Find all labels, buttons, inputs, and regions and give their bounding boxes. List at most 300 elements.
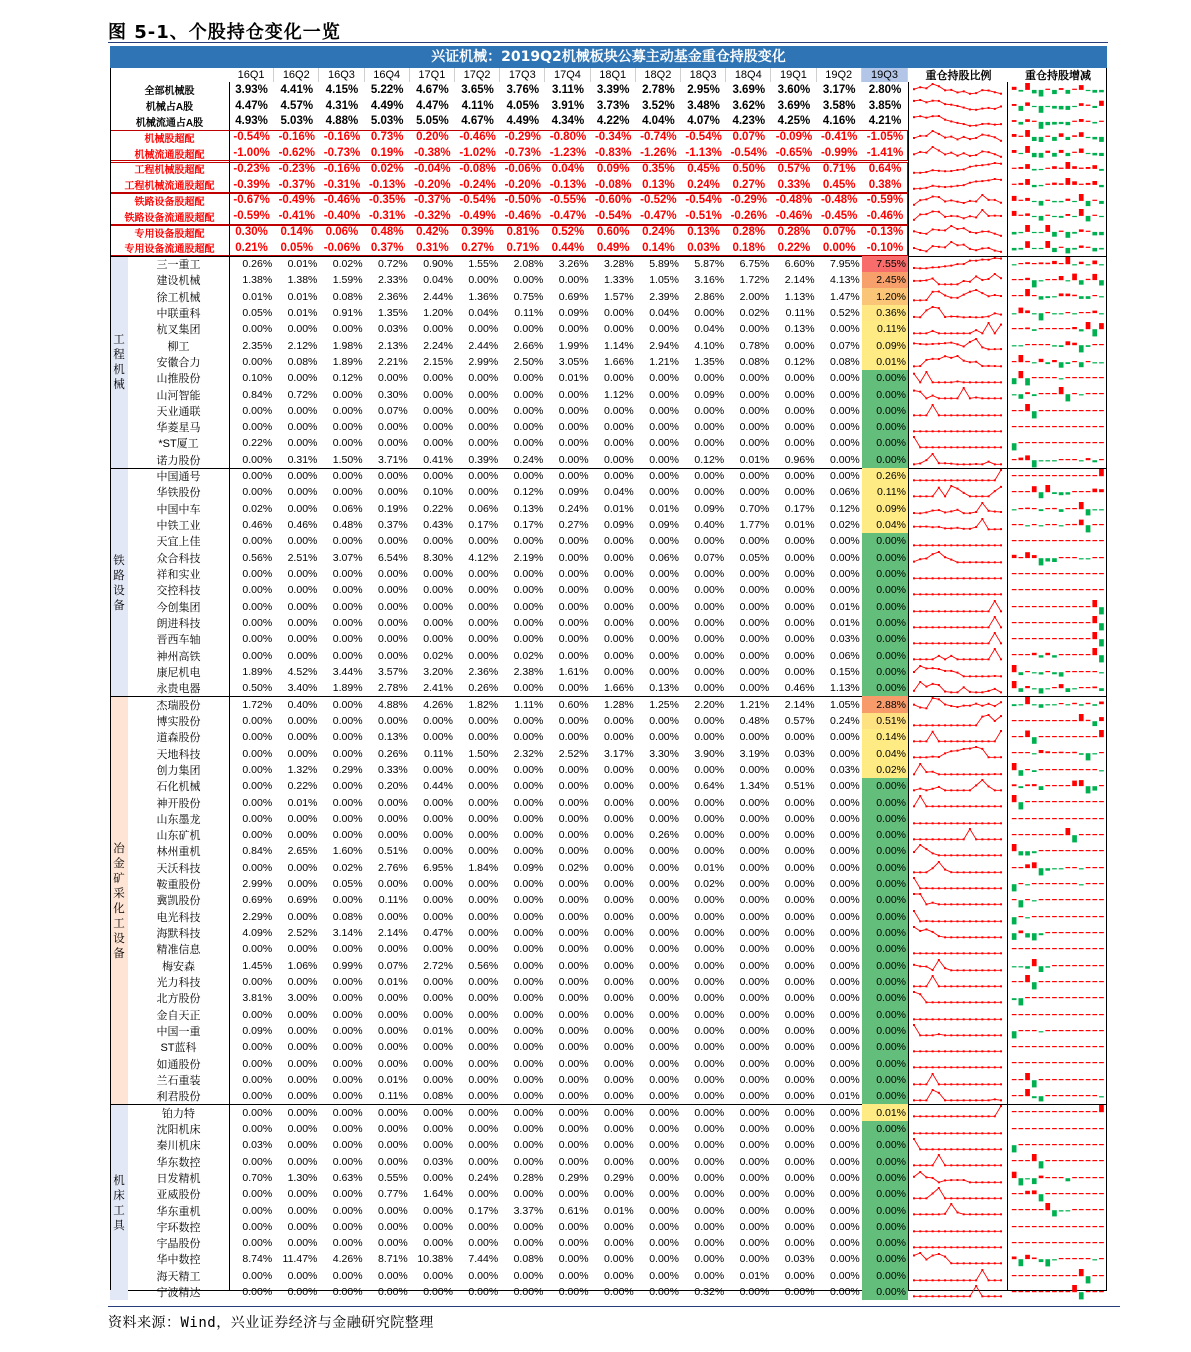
change-bar xyxy=(1032,770,1037,772)
latest-holding-value: 0.00% xyxy=(862,1186,908,1202)
holding-value: 0.00% xyxy=(513,372,544,385)
holding-value: 0.00% xyxy=(242,600,273,613)
change-bar xyxy=(1052,232,1057,237)
ratio-sparkline-point xyxy=(994,1067,996,1069)
change-bar xyxy=(1079,850,1084,851)
change-bar xyxy=(1045,1260,1050,1267)
holding-value: 0.09% xyxy=(242,1024,273,1037)
holding-value: 0.27% xyxy=(558,519,589,532)
holding-value: 0.28% xyxy=(513,1171,544,1184)
ratio-sparkline-point xyxy=(925,1002,927,1004)
change-bar xyxy=(1099,248,1104,250)
holding-value: 0.00% xyxy=(287,649,318,662)
ratio-sparkline-point xyxy=(981,969,983,971)
change-bar xyxy=(1019,981,1024,982)
ratio-sparkline-point xyxy=(913,594,915,596)
holding-value: 0.00% xyxy=(423,535,453,548)
change-bar xyxy=(1066,916,1071,917)
change-bar xyxy=(1099,801,1104,802)
ratio-sparkline-point xyxy=(932,545,934,547)
holding-value: 0.02% xyxy=(694,878,725,891)
holding-value: 0.00% xyxy=(287,1204,318,1217)
change-bar xyxy=(1019,1128,1024,1129)
ratio-sparkline xyxy=(910,941,1007,957)
holding-value: 0.00% xyxy=(242,404,273,417)
ratio-sparkline xyxy=(910,1268,1007,1284)
change-bar xyxy=(1072,850,1077,851)
holding-value: 0.72% xyxy=(378,257,408,270)
ratio-sparkline-point xyxy=(938,381,940,383)
ratio-sparkline-point xyxy=(919,479,921,481)
change-bar xyxy=(1045,199,1050,200)
change-bar xyxy=(1052,200,1057,201)
ratio-sparkline-point xyxy=(963,152,965,154)
change-bar xyxy=(1025,241,1030,248)
latest-holding-value: 0.00% xyxy=(862,533,908,549)
change-bar xyxy=(1092,442,1097,443)
ratio-sparkline-point xyxy=(957,626,959,628)
ratio-sparkline-point xyxy=(975,165,977,167)
ratio-sparkline-point xyxy=(988,1002,990,1004)
holding-value: 0.00% xyxy=(558,584,589,597)
change-bar xyxy=(1092,557,1097,558)
summary-value: 5.22% xyxy=(370,83,404,96)
holding-value: 0.24% xyxy=(513,453,544,466)
change-bar xyxy=(1012,395,1017,396)
ratio-sparkline-point xyxy=(994,1050,996,1052)
change-bar xyxy=(1066,997,1071,998)
change-bar xyxy=(1059,573,1064,574)
change-bar xyxy=(1086,965,1091,966)
summary-value: 3.11% xyxy=(551,83,584,96)
summary-row xyxy=(110,161,1107,177)
holding-value: 0.00% xyxy=(739,486,770,499)
ratio-sparkline xyxy=(910,1170,1007,1186)
holding-value: 0.00% xyxy=(558,1106,589,1119)
change-bar xyxy=(1052,997,1057,998)
summary-value: -0.10% xyxy=(866,241,904,254)
ratio-sparkline-point xyxy=(963,626,965,628)
change-bar xyxy=(1079,948,1084,949)
latest-holding-value: 0.00% xyxy=(862,664,908,680)
summary-value: -1.05% xyxy=(866,131,904,144)
change-bar xyxy=(1092,344,1097,345)
ratio-sparkline-point xyxy=(919,1171,921,1173)
ratio-sparkline-point xyxy=(925,135,927,137)
change-bar xyxy=(1099,752,1104,753)
change-bar xyxy=(1079,209,1084,216)
ratio-sparkline-point xyxy=(919,414,921,416)
holding-value: 0.00% xyxy=(649,649,679,662)
change-bar xyxy=(1092,899,1097,900)
change-bars xyxy=(1009,145,1107,161)
ratio-sparkline-point xyxy=(988,871,990,873)
holding-value: 0.00% xyxy=(694,1122,725,1135)
ratio-sparkline-point xyxy=(963,136,965,138)
ratio-sparkline-point xyxy=(963,90,965,92)
summary-value: -0.48% xyxy=(820,194,858,207)
holding-value: 6.75% xyxy=(739,257,770,270)
ratio-sparkline-point xyxy=(975,180,977,182)
change-bar xyxy=(1052,90,1057,94)
ratio-sparkline-point xyxy=(969,93,971,95)
holding-value: 0.00% xyxy=(287,829,318,842)
ratio-sparkline-point xyxy=(988,231,990,233)
change-bar xyxy=(1025,328,1030,330)
holding-value: 0.00% xyxy=(694,1155,725,1168)
ratio-sparkline-point xyxy=(913,479,915,481)
change-bar xyxy=(1099,867,1104,868)
holding-value: 0.11% xyxy=(423,747,453,760)
change-bar xyxy=(1086,1209,1091,1210)
change-bar xyxy=(1032,395,1037,397)
latest-holding-value: 0.51% xyxy=(862,713,908,729)
change-bar xyxy=(1072,781,1077,787)
holding-value: 0.08% xyxy=(513,1253,544,1266)
holding-value: 0.00% xyxy=(558,421,589,434)
holding-value: 0.00% xyxy=(468,812,499,825)
ratio-sparkline-point xyxy=(919,626,921,628)
change-bar xyxy=(1086,786,1091,793)
summary-value: 4.16% xyxy=(822,115,856,128)
change-bar xyxy=(1059,1128,1064,1129)
change-bar xyxy=(1012,232,1017,235)
holding-value: 0.00% xyxy=(332,1041,363,1054)
change-bar xyxy=(1045,752,1050,754)
ratio-sparkline-point xyxy=(944,953,946,955)
ratio-sparkline-point xyxy=(925,1083,927,1085)
change-bar xyxy=(1052,410,1057,411)
ratio-sparkline-point xyxy=(944,1067,946,1069)
ratio-sparkline-point xyxy=(932,975,934,977)
summary-value: 3.62% xyxy=(732,99,766,112)
ratio-sparkline-point xyxy=(975,463,977,465)
change-bar xyxy=(1092,786,1097,790)
change-bar xyxy=(1059,475,1064,476)
summary-value: -0.50% xyxy=(504,194,541,207)
holding-value: 0.09% xyxy=(558,486,589,499)
ratio-sparkline-point xyxy=(938,1083,940,1085)
holding-value: 0.00% xyxy=(378,1286,408,1299)
holding-value: 0.00% xyxy=(604,1253,634,1266)
holding-value: 0.00% xyxy=(784,861,815,874)
holding-value: 0.08% xyxy=(332,290,363,303)
ratio-sparkline-point xyxy=(925,848,927,850)
holding-value: 0.00% xyxy=(287,437,318,450)
change-bar xyxy=(1092,232,1097,236)
holding-value: 0.01% xyxy=(694,861,725,874)
ratio-sparkline-point xyxy=(975,1181,977,1183)
ratio-sparkline-point xyxy=(988,122,990,124)
ratio-sparkline-point xyxy=(994,414,996,416)
ratio-sparkline-path xyxy=(914,796,1001,806)
holding-value: 0.00% xyxy=(468,894,499,907)
change-bar xyxy=(1039,850,1044,851)
ratio-sparkline xyxy=(910,208,1007,224)
holding-value: 0.00% xyxy=(513,1220,544,1233)
holding-value: 0.00% xyxy=(830,910,860,923)
ratio-sparkline-point xyxy=(944,1099,946,1101)
summary-value: -0.54% xyxy=(233,131,270,144)
change-bar xyxy=(1019,606,1024,607)
ratio-sparkline-point xyxy=(988,626,990,628)
ratio-sparkline-point xyxy=(919,1279,921,1281)
ratio-sparkline-point xyxy=(913,1279,915,1281)
summary-value: 3.73% xyxy=(596,99,630,112)
holding-value: 0.63% xyxy=(332,1171,363,1184)
ratio-sparkline-point xyxy=(944,1197,946,1199)
holding-value: 6.95% xyxy=(423,861,453,874)
ratio-sparkline-point xyxy=(1000,659,1002,661)
ratio-sparkline-point xyxy=(994,648,996,650)
change-bar xyxy=(1079,194,1084,201)
holding-value: 0.00% xyxy=(513,584,544,597)
ratio-sparkline-point xyxy=(969,231,971,233)
change-bar xyxy=(1025,540,1030,541)
holding-value: 0.00% xyxy=(287,1073,318,1086)
change-bar xyxy=(1059,1046,1064,1047)
ratio-sparkline-point xyxy=(1000,626,1002,628)
holding-value: 0.00% xyxy=(649,731,679,744)
change-bar xyxy=(1032,442,1037,443)
change-bar xyxy=(1045,1079,1050,1080)
change-bar xyxy=(1039,1291,1044,1292)
holding-value: 0.00% xyxy=(649,616,679,629)
ratio-sparkline-point xyxy=(944,103,946,105)
latest-holding-value: 0.00% xyxy=(862,1023,908,1039)
change-bar xyxy=(1045,377,1050,378)
holding-value: 0.00% xyxy=(830,323,860,336)
change-bars xyxy=(1009,1186,1107,1202)
ratio-sparkline-point xyxy=(925,594,927,596)
ratio-sparkline-point xyxy=(969,659,971,661)
change-bar xyxy=(1025,278,1030,280)
ratio-sparkline-point xyxy=(988,215,990,217)
holding-value: 0.00% xyxy=(558,796,589,809)
stock-name: 晋西车轴 xyxy=(156,634,201,647)
ratio-sparkline-point xyxy=(957,1197,959,1199)
ratio-sparkline-path xyxy=(914,323,1001,333)
change-bar xyxy=(1032,834,1037,835)
ratio-sparkline-point xyxy=(1000,789,1002,791)
column-header-row xyxy=(110,68,1107,82)
ratio-sparkline-point xyxy=(932,853,934,855)
summary-value: -0.37% xyxy=(278,178,315,191)
holding-value: 3.37% xyxy=(513,1204,544,1217)
change-bar xyxy=(1079,818,1084,819)
holding-value: 0.11% xyxy=(514,306,544,319)
change-bar xyxy=(1079,916,1084,917)
holding-value: 0.00% xyxy=(242,535,273,548)
ratio-sparkline-point xyxy=(919,391,921,393)
holding-value: 2.66% xyxy=(513,339,544,352)
change-bar xyxy=(1019,199,1024,200)
change-bar xyxy=(1045,106,1050,107)
ratio-sparkline-point xyxy=(1000,577,1002,579)
summary-value: -0.62% xyxy=(278,147,315,160)
holding-value: 0.00% xyxy=(830,1024,860,1037)
ratio-sparkline-point xyxy=(950,315,952,317)
ratio-sparkline-point xyxy=(913,316,915,318)
ratio-sparkline-point xyxy=(944,1034,946,1036)
holding-value: 0.00% xyxy=(468,1024,499,1037)
ratio-sparkline-point xyxy=(919,135,921,137)
holding-value: 0.00% xyxy=(830,780,860,793)
change-bar xyxy=(1099,818,1104,819)
holding-value: 0.00% xyxy=(513,1237,544,1250)
ratio-sparkline-point xyxy=(988,953,990,955)
change-bar xyxy=(1012,1160,1017,1161)
change-bar xyxy=(1099,770,1104,771)
change-bar xyxy=(1052,475,1057,476)
change-bar xyxy=(1086,1111,1091,1112)
change-bar xyxy=(1045,279,1050,280)
change-bar xyxy=(1052,377,1057,378)
summary-value: 0.44% xyxy=(551,241,585,254)
ratio-sparkline-point xyxy=(932,404,934,406)
holding-value: 0.00% xyxy=(378,1139,408,1152)
holding-value: 0.00% xyxy=(649,1155,679,1168)
holding-value: 0.00% xyxy=(423,1139,453,1152)
change-bar xyxy=(1086,818,1091,819)
ratio-sparkline-point xyxy=(981,610,983,612)
change-bar xyxy=(1066,638,1071,639)
change-bar xyxy=(1045,883,1050,884)
ratio-sparkline-point xyxy=(944,545,946,547)
holding-value: 3.20% xyxy=(423,665,453,678)
holding-value: 0.00% xyxy=(423,372,453,385)
holding-value: 0.00% xyxy=(242,1237,273,1250)
change-bar xyxy=(1019,295,1024,296)
change-bar xyxy=(1052,540,1057,541)
ratio-sparkline-point xyxy=(957,1279,959,1281)
holding-value: 2.44% xyxy=(468,339,499,352)
change-bar xyxy=(1019,540,1024,541)
holding-value: 0.00% xyxy=(558,878,589,891)
ratio-sparkline-point xyxy=(957,822,959,824)
table-row xyxy=(110,1121,1107,1137)
holding-value: 0.00% xyxy=(242,1041,273,1054)
ratio-sparkline-point xyxy=(913,1197,915,1199)
holding-value: 0.00% xyxy=(739,1171,770,1184)
change-bar xyxy=(1025,1144,1030,1145)
holding-value: 0.00% xyxy=(423,1057,453,1070)
summary-value: 0.28% xyxy=(777,226,811,239)
holding-value: 0.00% xyxy=(558,1139,589,1152)
change-bar xyxy=(1092,310,1097,313)
change-bar xyxy=(1012,1242,1017,1243)
ratio-sparkline-point xyxy=(975,969,977,971)
change-bars xyxy=(1009,550,1107,566)
holding-value: 0.07% xyxy=(378,404,408,417)
ratio-sparkline-point xyxy=(950,626,952,628)
latest-holding-value: 0.00% xyxy=(862,419,908,435)
ratio-sparkline-point xyxy=(988,107,990,109)
holding-value: 0.00% xyxy=(739,584,770,597)
holding-value: 0.00% xyxy=(830,1253,860,1266)
change-bar xyxy=(1032,933,1037,940)
table-row xyxy=(110,1268,1107,1284)
change-bar xyxy=(1032,1111,1037,1112)
change-bar xyxy=(1086,1095,1091,1096)
table-row xyxy=(110,1235,1107,1251)
change-bar xyxy=(1066,883,1071,884)
holding-value: 3.44% xyxy=(332,665,363,678)
ratio-sparkline-point xyxy=(981,1148,983,1150)
ratio-sparkline-point xyxy=(988,675,990,677)
holding-value: 0.01% xyxy=(739,453,770,466)
holding-value: 1.89% xyxy=(332,682,363,695)
change-bar xyxy=(1052,1226,1057,1227)
ratio-sparkline-point xyxy=(963,642,965,644)
ratio-sparkline-point xyxy=(950,152,952,154)
ratio-sparkline-point xyxy=(981,705,983,707)
ratio-sparkline-point xyxy=(932,343,934,345)
ratio-sparkline-point xyxy=(994,740,996,742)
ratio-sparkline-point xyxy=(925,686,927,688)
ratio-sparkline-point xyxy=(994,528,996,530)
ratio-sparkline xyxy=(910,745,1007,761)
sector-label-text: 机床工具 xyxy=(113,1172,125,1232)
ratio-sparkline-point xyxy=(1000,277,1002,279)
ratio-sparkline-point xyxy=(1000,93,1002,95)
ratio-sparkline-point xyxy=(994,1263,996,1265)
stock-name: 日发精机 xyxy=(156,1172,201,1185)
change-bar xyxy=(1059,247,1064,248)
change-bar xyxy=(1092,573,1097,574)
change-bar xyxy=(1045,653,1050,655)
ratio-sparkline-point xyxy=(938,462,940,464)
change-bar xyxy=(1066,671,1071,672)
ratio-sparkline-point xyxy=(981,209,983,211)
summary-value: -0.04% xyxy=(414,162,451,175)
ratio-sparkline-point xyxy=(957,447,959,449)
change-bar xyxy=(1072,1014,1077,1015)
change-bar xyxy=(1019,475,1024,476)
holding-value: 0.00% xyxy=(830,1041,860,1054)
change-bar xyxy=(1092,153,1097,156)
change-bar xyxy=(1099,702,1104,705)
ratio-sparkline-point xyxy=(957,985,959,987)
change-bar xyxy=(1032,1144,1037,1145)
holding-value: 0.00% xyxy=(423,714,453,727)
holding-value: 0.00% xyxy=(830,796,860,809)
ratio-sparkline-point xyxy=(994,430,996,432)
ratio-sparkline-point xyxy=(919,381,921,383)
holding-value: 0.11% xyxy=(378,894,408,907)
holding-value: 0.00% xyxy=(739,600,770,613)
holding-value: 0.02% xyxy=(332,861,363,874)
ratio-sparkline xyxy=(910,193,1007,209)
ratio-sparkline xyxy=(910,713,1007,729)
holding-value: 0.00% xyxy=(784,927,815,940)
holding-value: 0.00% xyxy=(604,731,634,744)
ratio-sparkline-point xyxy=(994,600,996,602)
ratio-sparkline-point xyxy=(957,169,959,171)
latest-holding-value: 0.00% xyxy=(862,778,908,794)
ratio-sparkline-point xyxy=(913,626,915,628)
holding-value: 0.00% xyxy=(332,470,363,483)
holding-value: 0.00% xyxy=(649,878,679,891)
change-bar xyxy=(1092,475,1097,476)
ratio-sparkline-path xyxy=(914,1139,1001,1149)
change-bar xyxy=(1032,1154,1037,1161)
holding-value: 0.00% xyxy=(513,1122,544,1135)
holding-value: 0.84% xyxy=(242,845,273,858)
change-bar xyxy=(1079,362,1084,367)
ratio-sparkline-point xyxy=(963,871,965,873)
ratio-sparkline-point xyxy=(963,202,965,204)
